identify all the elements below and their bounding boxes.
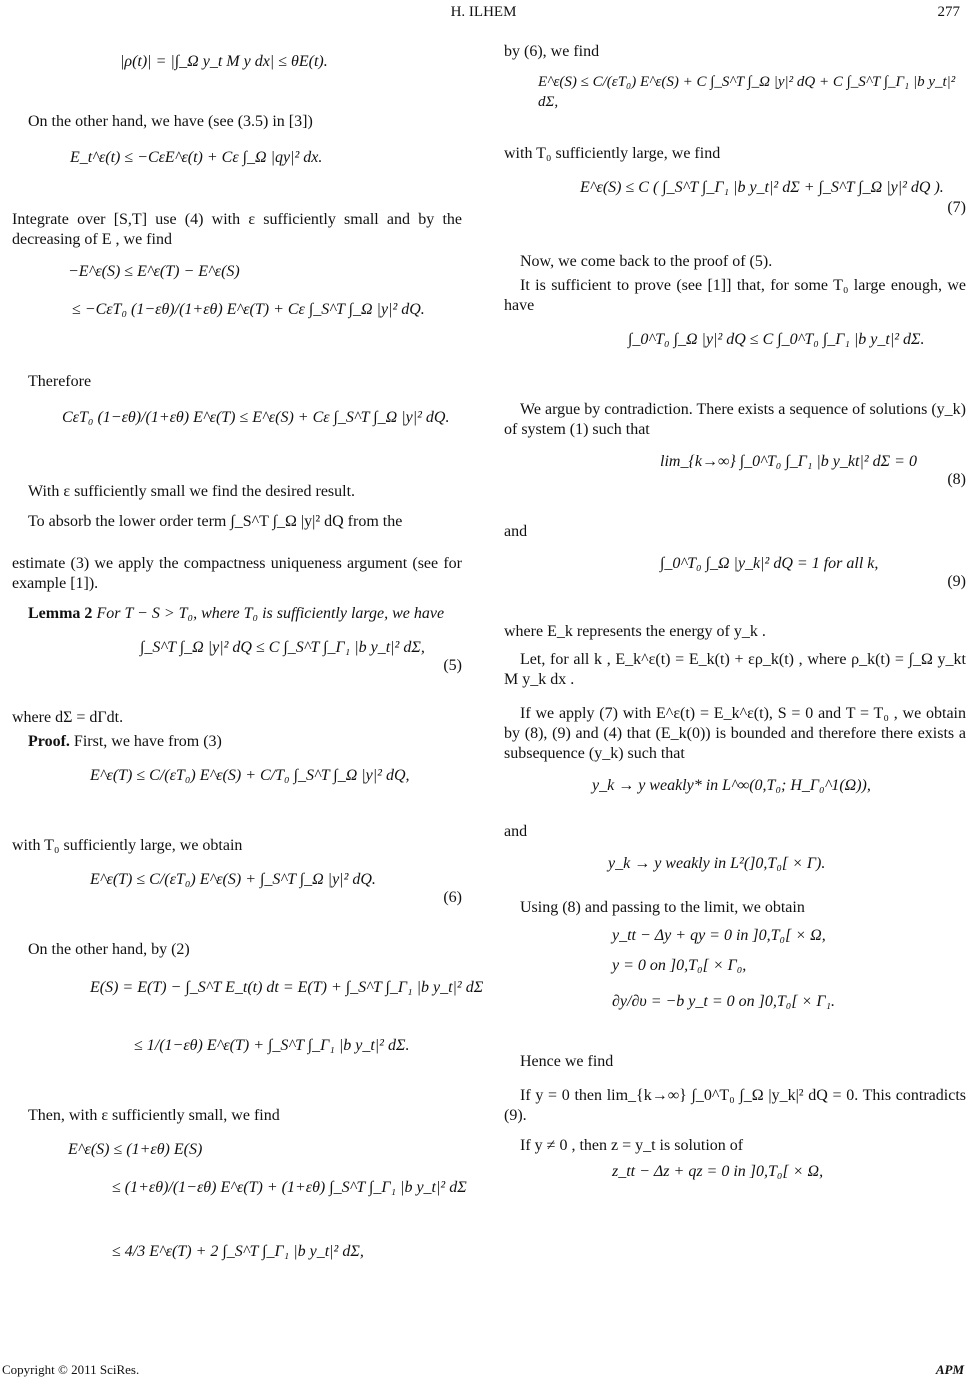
equation-6-number: (6)	[443, 889, 462, 906]
paragraph-absorb-term: To absorb the lower order term ∫_S^T ∫_Ω |y|² dQ from the	[28, 513, 403, 530]
equation-rho: |ρ(t)| = |∫_Ω y_t M y dx| ≤ θE(t).	[120, 53, 328, 70]
running-head-author: H. ILHEM	[450, 4, 517, 20]
equation-limit-line-1: y_tt − Δy + qy = 0 in ]0,T₀[ × Ω,	[612, 927, 826, 944]
paragraph-compactness: estimate (3) we apply the compactness uniqueness argument (see for example [1]).	[12, 555, 462, 592]
left-column	[12, 40, 484, 1298]
page-number: 277	[937, 4, 960, 20]
paragraph-let-for-all: Let, for all k , E_k^ε(t) = E_k(t) + ερ_k(t) , where ρ_k(t) = ∫_Ω y_kt M y_k dx .	[504, 651, 966, 688]
equation-6-body: E^ε(T) ≤ C/(εT₀) E^ε(S) + ∫_S^T ∫_Ω |y|² dQ.	[90, 871, 376, 888]
equation-8	[660, 452, 966, 512]
paragraph-come-back: Now, we come back to the proof of (5).	[520, 253, 773, 270]
paragraph-therefore: Therefore	[28, 373, 92, 390]
paragraph-desired-result: With ε sufficiently small we find the desired result.	[28, 483, 356, 500]
equation-integrate-line-1: −E^ε(S) ≤ E^ε(T) − E^ε(S)	[68, 263, 240, 280]
equation-5	[140, 638, 462, 696]
equation-by-2-line-2: ≤ 1/(1−εθ) E^ε(T) + ∫_S^T ∫_Γ₁ |b y_t|² dΣ.	[134, 1037, 410, 1054]
equation-7-body: E^ε(S) ≤ C ( ∫_S^T ∫_Γ₁ |b y_t|² dΣ + ∫_S^T ∫_Ω |y|² dQ ).	[580, 179, 944, 196]
equation-sufficient: ∫_0^T₀ ∫_Ω |y|² dQ ≤ C ∫_0^T₀ ∫_Γ₁ |b y_t|² dΣ.	[628, 331, 925, 348]
paragraph-by-6: by (6), we find	[504, 43, 600, 60]
lemma-2-statement	[12, 604, 462, 624]
equation-then-line-1: E^ε(S) ≤ (1+εθ) E(S)	[68, 1141, 203, 1158]
page-footer	[0, 1362, 967, 1382]
equation-weak-star: y_k → y weakly* in L^∞(0,T₀; H_Γ₀^1(Ω)),	[592, 777, 871, 794]
paragraph-by-2: On the other hand, by (2)	[28, 941, 190, 958]
equation-by-2-line-1: E(S) = E(T) − ∫_S^T E_t(t) dt = E(T) + ∫_S^T ∫_Γ₁ |b y_t|² dΣ	[90, 979, 484, 996]
equation-limit-line-2: y = 0 on ]0,T₀[ × Γ₀,	[612, 957, 747, 974]
equation-weak: y_k → y weakly in L²(]0,T₀[ × Γ).	[608, 855, 826, 872]
paragraph-sufficient: It is sufficient to prove (see [1]] that, for some T₀ large enough, we have	[504, 277, 966, 314]
equation-6	[90, 870, 462, 928]
paragraph-hence: Hence we find	[520, 1053, 614, 1070]
paragraph-and-1: and	[504, 523, 528, 540]
lemma-text: For T − S > T₀, where T₀ is sufficiently large, we have	[96, 605, 445, 622]
paragraph-passing-limit: Using (8) and passing to the limit, we obtain	[520, 899, 805, 916]
paragraph-if-y-zero: If y = 0 then lim_{k→∞} ∫_0^T₀ ∫_Ω |y_k|² dQ = 0. This contradicts (9).	[504, 1087, 966, 1124]
equation-7	[580, 178, 966, 240]
page-header	[0, 4, 967, 26]
equation-9-number: (9)	[947, 573, 966, 590]
proof-label: Proof.	[28, 733, 70, 750]
paragraph-then-with: Then, with ε sufficiently small, we find	[28, 1107, 280, 1124]
equation-z: z_tt − Δz + qz = 0 in ]0,T₀[ × Ω,	[612, 1163, 824, 1180]
paragraph-where-dsigma: where dΣ = dΓdt.	[12, 709, 124, 726]
equation-7-number: (7)	[947, 199, 966, 216]
journal-abbrev: APM	[935, 1362, 964, 1377]
paragraph-other-hand: On the other hand, we have (see (3.5) in [3])	[28, 113, 313, 130]
equation-5-body: ∫_S^T ∫_Ω |y|² dQ ≤ C ∫_S^T ∫_Γ₁ |b y_t|² dΣ,	[140, 639, 425, 656]
equation-limit-line-3: ∂y/∂υ = −b y_t = 0 on ]0,T₀[ × Γ₁.	[612, 993, 836, 1010]
paragraph-contradiction: We argue by contradiction. There exists a sequence of solutions (y_k) of system (1) such that	[504, 401, 966, 438]
proof-start	[12, 732, 462, 752]
lemma-label: Lemma 2	[28, 605, 93, 622]
paragraph-obtain: with T₀ sufficiently large, we obtain	[12, 837, 243, 854]
equation-9	[660, 554, 966, 612]
equation-therefore: CεT₀ (1−εθ)/(1+εθ) E^ε(T) ≤ E^ε(S) + Cε ∫_S^T ∫_Ω |y|² dQ.	[62, 409, 450, 426]
equation-integrate-line-2: ≤ −CεT₀ (1−εθ)/(1+εθ) E^ε(T) + Cε ∫_S^T ∫_Ω |y|² dQ.	[72, 301, 425, 318]
equation-then-line-3: ≤ 4/3 E^ε(T) + 2 ∫_S^T ∫_Γ₁ |b y_t|² dΣ,	[112, 1243, 364, 1260]
right-column	[504, 42, 966, 1190]
equation-proof-1: E^ε(T) ≤ C/(εT₀) E^ε(S) + C/T₀ ∫_S^T ∫_Ω |y|² dQ,	[90, 767, 410, 784]
equation-then-line-2: ≤ (1+εθ)/(1−εθ) E^ε(T) + (1+εθ) ∫_S^T ∫_Γ₁ |b y_t|² dΣ	[112, 1179, 467, 1196]
paragraph-and-2: and	[504, 823, 528, 840]
copyright-notice: Copyright © 2011 SciRes.	[2, 1362, 140, 1377]
paragraph-with-t0: with T₀ sufficiently large, we find	[504, 145, 721, 162]
proof-text: First, we have from (3)	[73, 733, 222, 750]
equation-energy-derivative: E_t^ε(t) ≤ −CεE^ε(t) + Cε ∫_Ω |qy|² dx.	[70, 149, 323, 166]
paragraph-integrate: Integrate over [S,T] use (4) with ε sufficiently small and by the decreasing of E , we find	[12, 211, 462, 248]
equation-by-6: E^ε(S) ≤ C/(εT₀) E^ε(S) + C ∫_S^T ∫_Ω |y|² dQ + C ∫_S^T ∫_Γ₁ |b y_t|² dΣ,	[538, 74, 956, 110]
equation-9-body: ∫_0^T₀ ∫_Ω |y_k|² dQ = 1 for all k,	[660, 555, 879, 572]
equation-8-body: lim_{k→∞} ∫_0^T₀ ∫_Γ₁ |b y_kt|² dΣ = 0	[660, 453, 917, 470]
paragraph-apply-7: If we apply (7) with E^ε(t) = E_k^ε(t), S = 0 and T = T₀ , we obtain by (8), (9) and (4) that (E_k(0)) is bounded and therefore there exists a subsequence (y_k) such that	[504, 705, 966, 762]
equation-8-number: (8)	[947, 471, 966, 488]
paragraph-where-ek: where E_k represents the energy of y_k .	[504, 623, 766, 640]
equation-5-number: (5)	[443, 657, 462, 674]
paragraph-if-y-nonzero: If y ≠ 0 , then z = y_t is solution of	[520, 1137, 744, 1154]
